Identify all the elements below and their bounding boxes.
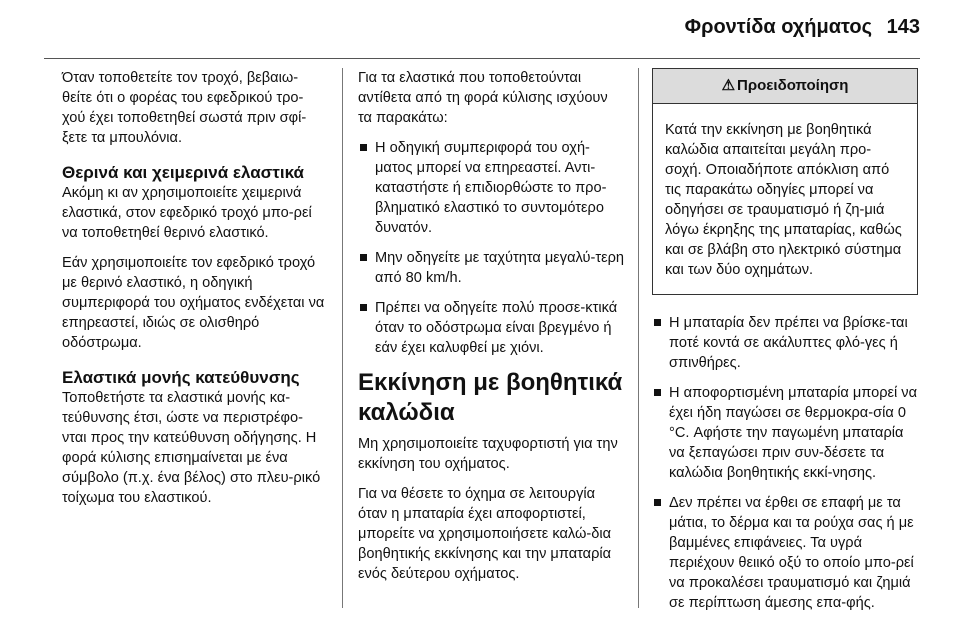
paragraph-summer-1: Ακόμη κι αν χρησιμοποιείτε χειμερινά ελαστικά, στον εφεδρικό τροχό μπο-ρεί να τοποθετηθεί θερινό ελαστικό. <box>62 185 312 241</box>
bullet-list-reverse-direction <box>358 138 624 358</box>
heading-directional-tyres: Ελαστικά μονής κατεύθυνσης <box>62 368 300 387</box>
list-item <box>652 313 918 373</box>
list-item <box>358 138 624 238</box>
bullet-list-battery <box>652 313 918 613</box>
list-item <box>652 493 918 613</box>
list-item-text: Πρέπει να οδηγείτε πολύ προσε-κτικά όταν το οδόστρωμα είναι βρεγμένο ή εάν έχει καλυφθεί με χιόνι. <box>375 300 618 356</box>
warning-header <box>653 69 917 104</box>
paragraph-reverse-direction-intro: Για τα ελαστικά που τοποθετούνται αντίθετα από τη φορά κύλισης ισχύουν τα παρακάτω: <box>358 70 608 126</box>
bullet-square-icon <box>654 499 661 506</box>
list-item <box>358 248 624 288</box>
warning-box <box>652 68 918 295</box>
paragraph-directional: Τοποθετήστε τα ελαστικά μονής κα-τεύθυνσης έτσι, ώστε να περιστρέφο-νται προς την κατεύθυνση οδήγησης. Η φορά κύλισης επισημαίνεται με ένα σύμβολο (π.χ. ένα βέλος) στο πλευ-ρικό τοίχωμα του ελαστικού. <box>62 390 321 506</box>
list-item <box>358 298 624 358</box>
column-divider-2 <box>638 68 639 608</box>
heading-summer-winter-tyres: Θερινά και χειμερινά ελαστικά <box>62 163 304 182</box>
warning-title: Προειδοποίηση <box>737 77 849 94</box>
list-item-text: Η μπαταρία δεν πρέπει να βρίσκε-ται ποτέ κοντά σε ακάλυπτες φλό-γες ή σπινθήρες. <box>669 315 908 371</box>
paragraph-summer-2: Εάν χρησιμοποιείτε τον εφεδρικό τροχό με θερινό ελαστικό, η οδηγική συμπεριφορά του οχήματος ενδέχεται να επηρεαστεί, ιδιώς σε ολισθηρό οδόστρωμα. <box>62 255 325 351</box>
bullet-square-icon <box>654 319 661 326</box>
bullet-square-icon <box>360 144 367 151</box>
list-item <box>652 383 918 483</box>
paragraph-jump-1: Μη χρησιμοποιείτε ταχυφορτιστή για την εκκίνηση του οχήματος. <box>358 436 618 472</box>
page-number: 143 <box>886 16 920 38</box>
header-divider <box>44 58 920 59</box>
page-title: Φροντίδα οχήματος <box>684 16 872 38</box>
list-item-text: Μην οδηγείτε με ταχύτητα μεγαλύ-τερη από 80 km/h. <box>375 250 625 286</box>
column-1 <box>62 68 326 518</box>
bullet-square-icon <box>654 389 661 396</box>
page-header <box>0 0 960 50</box>
bullet-square-icon <box>360 254 367 261</box>
bullet-square-icon <box>360 304 367 311</box>
column-2 <box>358 68 624 594</box>
list-item-text: Η αποφορτισμένη μπαταρία μπορεί να έχει ήδη παγώσει σε θερμοκρα-σία 0 °C. Αφήστε την παγωμένη μπαταρία να ξεπαγώσει πριν συν-δέσετε τα καλώδια βοηθητικής εκκί-νησης. <box>669 385 918 481</box>
column-divider-1 <box>342 68 343 608</box>
list-item-text: Η οδηγική συμπεριφορά του οχή-ματος μπορεί να επηρεαστεί. Αντι-καταστήστε ή επιδιορθώστε το προ-βληματικό ελαστικό το συντομότερο δυνατόν. <box>375 140 607 236</box>
heading-jump-start: Εκκίνηση με βοηθητικά καλώδια <box>358 369 623 426</box>
warning-text: Κατά την εκκίνηση με βοηθητικά καλώδια απαιτείται μεγάλη προ-σοχή. Οποιαδήποτε απόκλιση από τις παρακάτω οδηγίες μπορεί να οδηγήσει σε τραυματισμό ή ζη-μιά λόγω έκρηξης της μπαταρίας, καθώς και σε βλάβη στο ηλεκτρικό σύστημα και των δύο οχημάτων. <box>665 122 902 278</box>
paragraph-jump-2: Για να θέσετε το όχημα σε λειτουργία όταν η μπαταρία έχει αποφορτιστεί, μπορείτε να χρησιμοποιήσετε καλώ-δια βοηθητικής εκκίνησης και την μπαταρία ενός δεύτερου οχήματος. <box>358 486 612 582</box>
column-3 <box>652 68 918 623</box>
list-item-text: Δεν πρέπει να έρθει σε επαφή με τα μάτια, το δέρμα και τα ρούχα σας ή με βαμμένες επιφάνειες. Τα υγρά περιέχουν θειικό οξύ το οποίο μπο-ρεί να προκαλέσει τραυματισμό και ζημιά σε περίπτωση άμεσης επα-φής. <box>669 495 914 611</box>
warning-triangle-icon: ⚠ <box>721 77 736 94</box>
paragraph-wheel-fitting: Όταν τοποθετείτε τον τροχό, βεβαιω-θείτε ότι ο φορέας του εφεδρικού τρο-χού έχει τοποθετηθεί σωστά πριν σφί-ξετε τα μπουλόνια. <box>62 70 307 146</box>
